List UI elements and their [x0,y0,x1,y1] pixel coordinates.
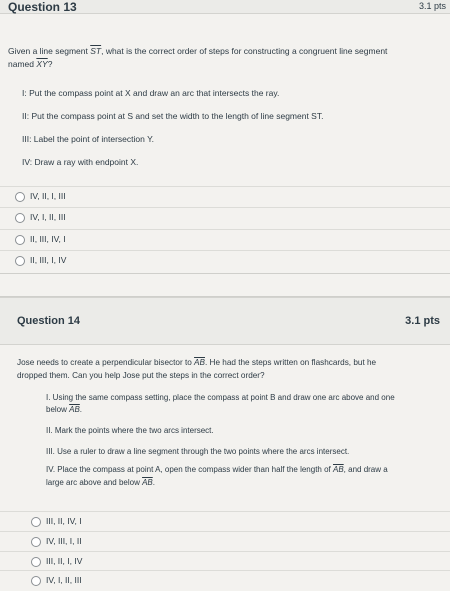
answer-option[interactable] [0,250,450,271]
radio-button[interactable] [15,235,25,245]
segment-ab-label: $\overline{AB}$ [69,405,80,414]
question-13-points: 3.1 pts [418,1,446,11]
prompt-text: ? [47,59,53,69]
question-14-step-2: II. Mark the points where the two arcs intersect. [46,426,214,435]
answer-option[interactable] [0,229,450,250]
question-13-prompt [8,45,442,71]
answer-option[interactable] [0,570,450,591]
segment-ab-label: $\overline{AB}$ [194,358,205,367]
answer-option[interactable] [0,531,450,552]
radio-button[interactable] [31,557,41,567]
prompt-text: , what is the correct order of steps for constructing a congruent line segment [101,46,388,56]
answer-label[interactable]: II, III, I, IV [30,255,67,265]
step-text: I. Using the same compass setting, place the compass at point B and draw one arc above and one [46,393,395,402]
answer-label[interactable]: IV, III, I, II [46,536,82,546]
radio-button[interactable] [31,537,41,547]
answer-option[interactable] [0,186,450,207]
question-13-title: Question 13 [8,0,77,14]
radio-button[interactable] [31,576,41,586]
question-14-points: 3.1 pts [405,315,440,327]
answer-label[interactable]: III, II, IV, I [46,516,82,526]
answer-label[interactable]: IV, I, II, III [46,575,82,585]
question-14-header [0,297,450,345]
step-text: large arc above and below [46,478,143,487]
prompt-text: Given a line segment [8,46,91,56]
step-text: . [152,478,155,487]
prompt-text: named [8,59,37,69]
question-13-step-2: II: Put the compass point at S and set the width to the length of line segment ST. [22,111,324,121]
question-divider [0,273,450,296]
step-text: , and draw a [343,465,388,474]
radio-button[interactable] [31,517,41,527]
question-14-prompt [17,356,442,382]
question-14-step-3: III. Use a ruler to draw a line segment through the two points where the arcs intersect. [46,447,350,456]
step-text: . [79,405,83,414]
answer-label[interactable]: IV, II, I, III [30,191,66,201]
question-13-step-1: I: Put the compass point at X and draw an arc that intersects the ray. [22,88,280,98]
segment-xy-label: $\overline{XY}$ [36,59,48,69]
segment-st-label: $\overline{ST}$ [90,46,102,56]
question-13-step-4: IV: Draw a ray with endpoint X. [22,157,139,167]
answer-option[interactable] [0,551,450,572]
answer-option[interactable] [0,511,450,532]
prompt-text: Jose needs to create a perpendicular bisector to [17,358,195,367]
answer-label[interactable]: III, II, I, IV [46,556,83,566]
answer-option[interactable] [0,207,450,228]
question-13-header [0,0,450,14]
answer-label[interactable]: IV, I, II, III [30,212,66,222]
prompt-text: dropped them. Can you help Jose put the steps in the correct order? [17,371,265,380]
radio-button[interactable] [15,192,25,202]
question-14-step-1 [46,392,395,416]
radio-button[interactable] [15,256,25,266]
question-14-step-4 [46,463,388,489]
prompt-text: . He had the steps written on flashcards, but he [204,358,377,367]
radio-button[interactable] [15,213,25,223]
segment-ab-label: $\overline{AB}$ [333,465,344,474]
step-text: IV. Place the compass at point A, open the compass wider than half the length of [46,465,333,474]
step-text: below [46,405,70,414]
question-14-title: Question 14 [17,315,80,327]
answer-label[interactable]: II, III, IV, I [30,234,66,244]
question-13-step-3: III: Label the point of intersection Y. [22,134,154,144]
segment-ab-label: $\overline{AB}$ [142,478,153,487]
